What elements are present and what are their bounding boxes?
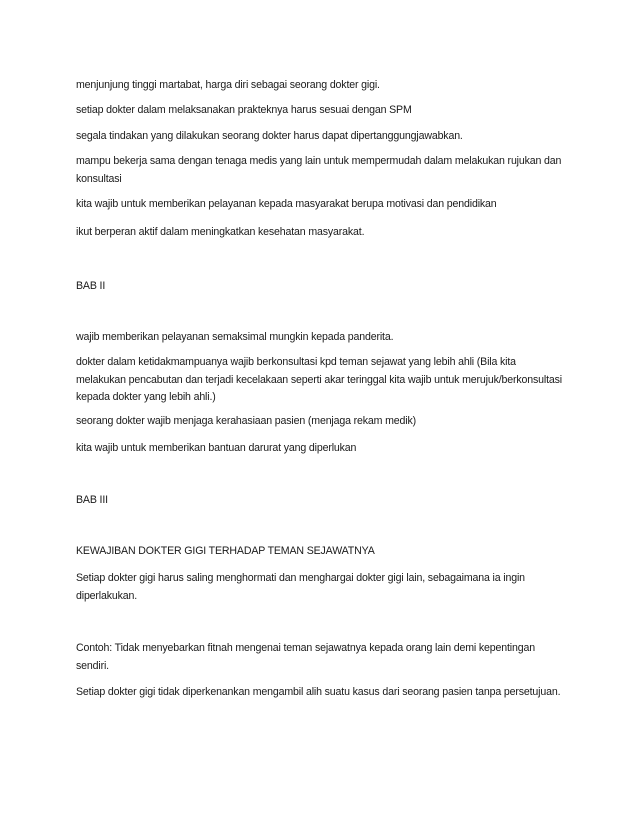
paragraph-spm: setiap dokter dalam melaksanakan prakteknya harus sesuai dengan SPM: [76, 104, 412, 116]
paragraph-kerja-sama: mampu bekerja sama dengan tenaga medis yang lain untuk mempermudah dalam melakukan rujukan dan konsultasi: [76, 155, 562, 185]
paragraph-saling-menghormati: Setiap dokter gigi harus saling menghormati dan menghargai dokter gigi lain, sebagaimana ia ingin diperlakukan.: [76, 572, 525, 602]
paragraph-kesehatan-masyarakat: ikut berperan aktif dalam meningkatkan kesehatan masyarakat.: [76, 226, 365, 238]
paragraph-contoh: Contoh: Tidak menyebarkan fitnah mengenai teman sejawatnya kepada orang lain demi kepentingan sendiri.: [76, 642, 535, 672]
paragraph-bantuan-darurat: kita wajib untuk memberikan bantuan darurat yang diperlukan: [76, 442, 357, 454]
heading-bab-iii: BAB III: [76, 494, 108, 506]
heading-bab-ii: BAB II: [76, 280, 106, 292]
paragraph-tanggung-jawab: segala tindakan yang dilakukan seorang dokter harus dapat dipertanggungjawabkan.: [76, 130, 463, 142]
paragraph-ambil-alih-kasus: Setiap dokter gigi tidak diperkenankan mengambil alih suatu kasus dari seorang pasien tanpa persetujuan.: [76, 686, 561, 698]
paragraph-rahasia-pasien: seorang dokter wajib menjaga kerahasiaan pasien (menjaga rekam medik): [76, 415, 417, 427]
paragraph-pelayanan-masyarakat: kita wajib untuk memberikan pelayanan kepada masyarakat berupa motivasi dan pendidikan: [76, 198, 497, 210]
heading-kewajiban-sejawat: KEWAJIBAN DOKTER GIGI TERHADAP TEMAN SEJAWATNYA: [76, 545, 375, 557]
paragraph-martabat: menjunjung tinggi martabat, harga diri sebagai seorang dokter gigi.: [76, 79, 380, 91]
paragraph-konsultasi: dokter dalam ketidakmampuanya wajib berkonsultasi kpd teman sejawat yang lebih ahli (Bila kita melakukan pencabutan dan terjadi kecelakaan seperti akar teringgal kita wajib untuk merujuk/berkonsultasi kepada dokter yang lebih ahli.): [76, 356, 562, 404]
paragraph-pelayanan-maksimal: wajib memberikan pelayanan semaksimal mungkin kepada panderita.: [76, 331, 394, 343]
